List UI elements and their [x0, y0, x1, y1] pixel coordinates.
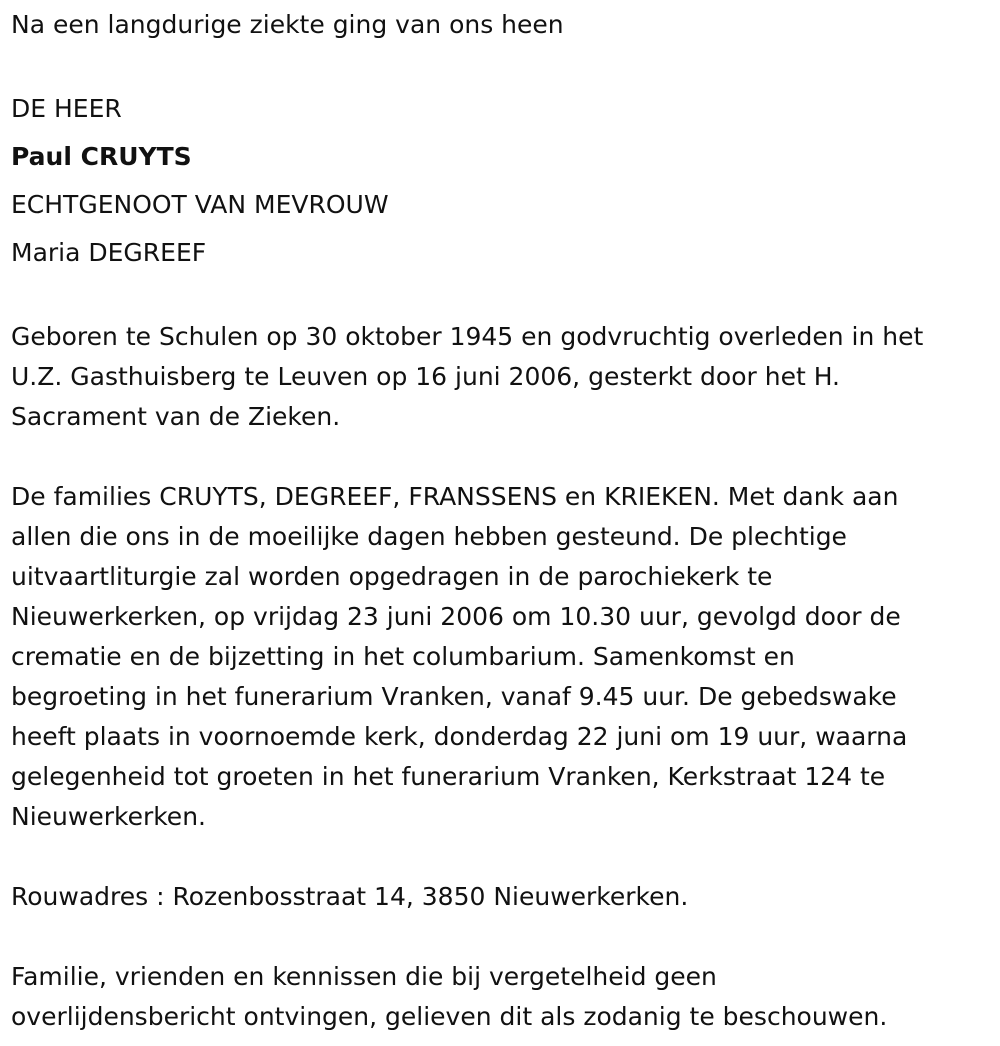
address-line: Rouwadres : Rozenbosstraat 14, 3850 Nieuwerkerken.	[11, 882, 689, 911]
text-line: gelegenheid tot groeten in het funerarium Vranken, Kerkstraat 124 te	[11, 762, 886, 791]
spacer	[11, 277, 984, 317]
text-line: U.Z. Gasthuisberg te Leuven op 16 juni 2006, gesterkt door het H.	[11, 362, 841, 391]
honorific: DE HEER	[11, 94, 122, 123]
birth-death-paragraph	[11, 317, 984, 437]
families-paragraph	[11, 477, 984, 837]
intro-line: Na een langdurige ziekte ging van ons heen	[11, 10, 564, 39]
text-line: Nieuwerkerken.	[11, 802, 206, 831]
relation-line: ECHTGENOOT VAN MEVROUW	[11, 190, 389, 219]
text-line: heeft plaats in voornoemde kerk, donderdag 22 juni om 19 uur, waarna	[11, 722, 908, 751]
text-line: De families CRUYTS, DEGREEF, FRANSSENS en KRIEKEN. Met dank aan	[11, 482, 899, 511]
text-line: Nieuwerkerken, op vrijdag 23 juni 2006 om 10.30 uur, gevolgd door de	[11, 602, 901, 631]
text-line: Geboren te Schulen op 30 oktober 1945 en godvruchtig overleden in het	[11, 322, 924, 351]
spacer	[11, 917, 984, 957]
text-line: uitvaartliturgie zal worden opgedragen in de parochiekerk te	[11, 562, 773, 591]
spouse-name: Maria DEGREEF	[11, 238, 207, 267]
spacer	[11, 837, 984, 877]
text-line: begroeting in het funerarium Vranken, vanaf 9.45 uur. De gebedswake	[11, 682, 897, 711]
text-line: allen die ons in de moeilijke dagen hebben gesteund. De plechtige	[11, 522, 847, 551]
closing-paragraph	[11, 957, 984, 1037]
text-line: Sacrament van de Zieken.	[11, 402, 341, 431]
text-line: overlijdensbericht ontvingen, gelieven dit als zodanig te beschouwen.	[11, 1002, 888, 1031]
text-line: crematie en de bijzetting in het columbarium. Samenkomst en	[11, 642, 795, 671]
spacer	[11, 45, 984, 85]
deceased-name: Paul CRUYTS	[11, 142, 192, 171]
text-line: Familie, vrienden en kennissen die bij vergetelheid geen	[11, 962, 717, 991]
spacer	[11, 437, 984, 477]
